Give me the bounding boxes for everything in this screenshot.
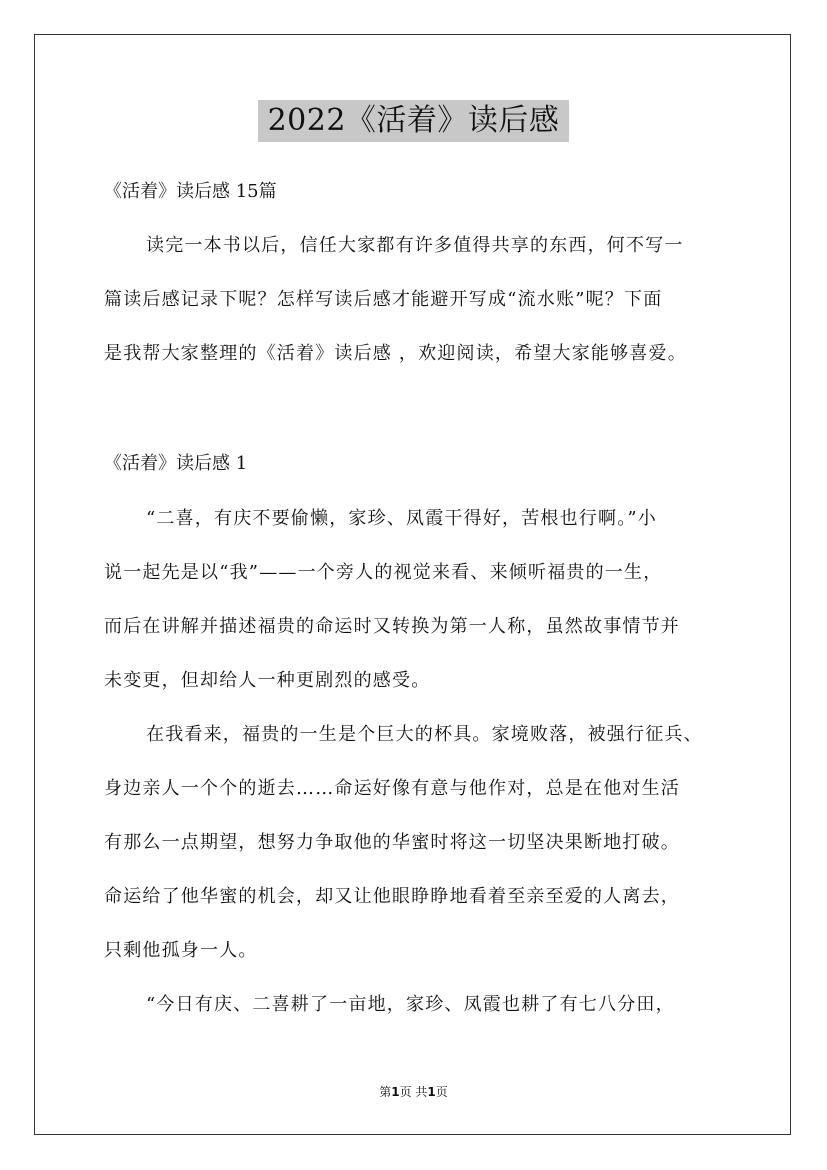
paragraph-2 [104, 708, 754, 978]
text-line: 有那么一点期望，想努力争取他的华蜜时将这一切坚决果断地打破。 [104, 832, 680, 853]
title-container [0, 100, 827, 142]
text-line: 说一起先是以“我”——一个旁人的视觉来看、来倾听福贵的一生， [104, 562, 663, 583]
text-line: “二喜，有庆不要偷懒，家珍、凤霞干得好，苦根也行啊。”小 [146, 508, 658, 529]
text-line: 在我看来，福贵的一生是个巨大的杯具。家境败落，被强行征兵、 [146, 724, 703, 745]
paragraph-3 [104, 978, 754, 1032]
text-line: 未变更，但却给人一种更剧烈的感受。 [104, 670, 431, 691]
text-line: 而后在讲解并描述福贵的命运时又转换为第一人称，虽然故事情节并 [104, 616, 680, 637]
text-line: 命运给了他华蜜的机会，却又让他眼睁睁地看着至亲至爱的人离去， [104, 886, 680, 907]
section-heading: 《活着》读后感 1 [104, 453, 248, 474]
text-line: 读完一本书以后，信任大家都有许多值得共享的东西，何不写一 [146, 235, 684, 256]
document-title: 2022《活着》读后感 [258, 100, 570, 142]
page-prefix: 第 [379, 1085, 392, 1099]
paragraph-1 [104, 492, 754, 708]
page-mid: 页 共 [399, 1085, 428, 1099]
text-line: 身边亲人一个个的逝去……命运好像有意与他作对，总是在他对生活 [104, 778, 680, 799]
text-line: 篇读后感记录下呢？怎样写读后感才能避开写成“流水账”呢？下面 [104, 289, 663, 310]
intro-paragraph [104, 219, 754, 381]
page-total: 1 [427, 1085, 436, 1099]
document-subtitle: 《活着》读后感 15篇 [104, 181, 277, 202]
page-suffix: 页 [435, 1085, 448, 1099]
text-line: “今日有庆、二喜耕了一亩地，家珍、凤霞也耕了有七八分田， [146, 994, 675, 1015]
page-footer [0, 1083, 827, 1101]
page-current: 1 [391, 1085, 400, 1099]
text-line: 是我帮大家整理的《活着》读后感 ，欢迎阅读，希望大家能够喜爱。 [104, 343, 687, 364]
text-line: 只剩他孤身一人。 [104, 940, 258, 961]
